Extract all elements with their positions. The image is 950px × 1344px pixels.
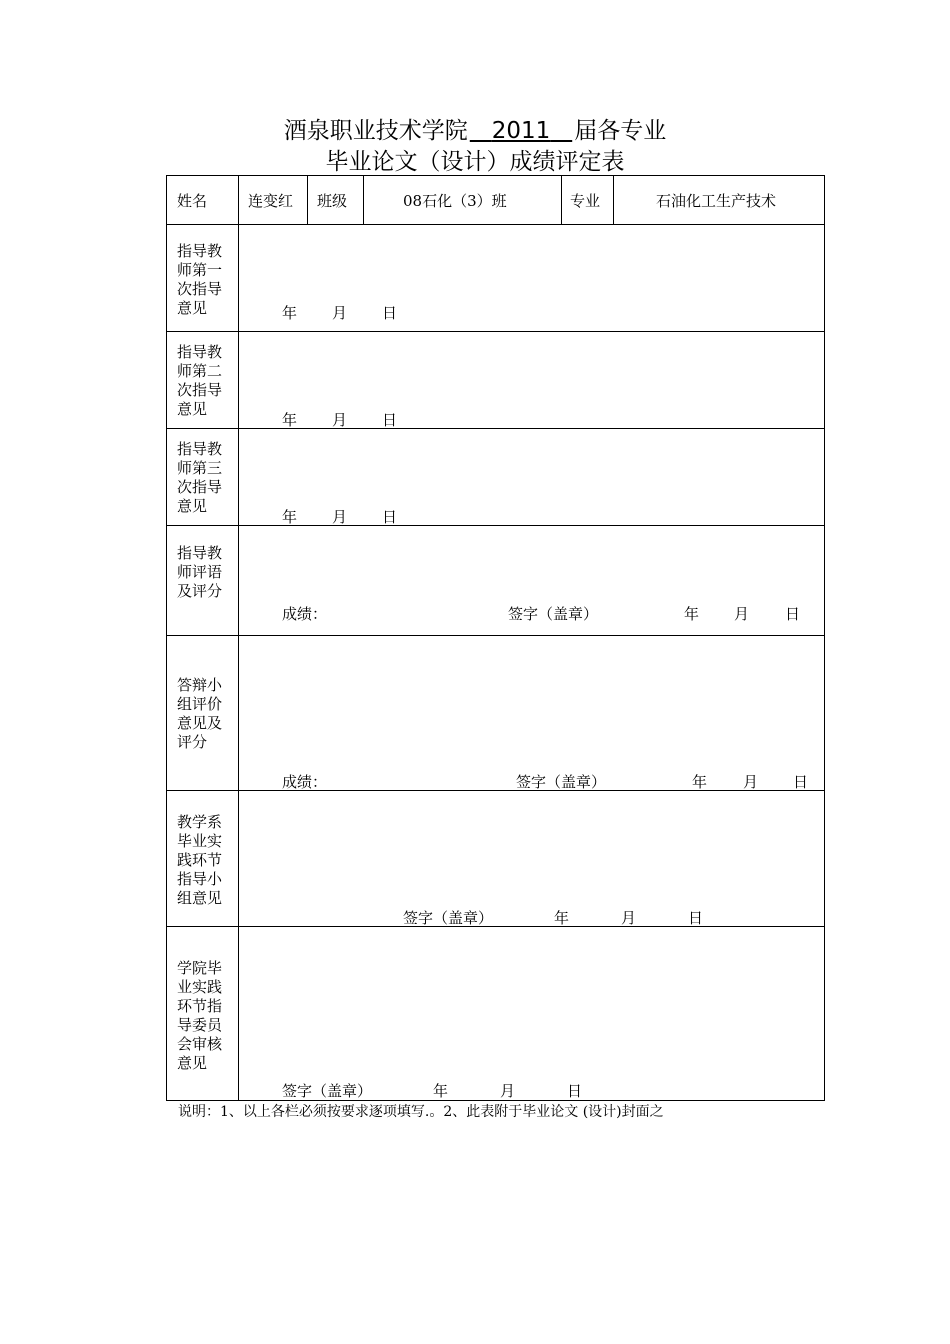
college-year: 年 [433, 1082, 449, 1100]
third-guidance-year: 年 [282, 508, 298, 526]
column-divider [363, 176, 364, 224]
second-guidance-label: 指导教师第二次指导意见 [177, 343, 223, 418]
title-prefix: 酒泉职业技术学院 [283, 118, 468, 144]
college-month: 月 [500, 1082, 516, 1100]
advisor-score-label: 成绩： [282, 605, 328, 623]
label-column-divider [238, 176, 239, 1100]
defense-group-label: 答辩小组评价意见及评分 [177, 676, 223, 751]
department-day: 日 [688, 909, 704, 927]
defense-year: 年 [692, 773, 708, 791]
title-suffix: 届各专业 [574, 118, 667, 144]
row-divider [167, 224, 824, 225]
row-divider [167, 331, 824, 332]
defense-month: 月 [743, 773, 759, 791]
first-guidance-month: 月 [332, 304, 348, 322]
second-guidance-year: 年 [282, 411, 298, 429]
department-sign-label: 签字（盖章） [403, 909, 494, 927]
document-title [0, 116, 950, 146]
row-divider [167, 525, 824, 526]
defense-day: 日 [793, 773, 809, 791]
defense-score-label: 成绩： [282, 773, 328, 791]
name-label: 姓名 [177, 192, 208, 210]
class-value[interactable]: 08石化（3）班 [403, 192, 507, 210]
row-divider [167, 428, 824, 429]
evaluation-form-table [166, 175, 825, 1101]
advisor-comment-label: 指导教师评语及评分 [177, 544, 223, 600]
department-group-label: 教学系毕业实践环节指导小组意见 [177, 813, 223, 907]
row-divider [167, 926, 824, 927]
college-committee-label: 学院毕业实践环节指导委员会审核意见 [177, 959, 223, 1072]
column-divider [307, 176, 308, 224]
department-month: 月 [621, 909, 637, 927]
major-label: 专业 [570, 192, 601, 210]
second-guidance-month: 月 [332, 411, 348, 429]
document-subtitle: 毕业论文（设计）成绩评定表 [325, 149, 625, 175]
third-guidance-label: 指导教师第三次指导意见 [177, 440, 223, 515]
title-year: 2011 [491, 118, 551, 144]
college-sign-label: 签字（盖章） [282, 1082, 373, 1100]
second-guidance-day: 日 [382, 411, 398, 429]
class-label: 班级 [317, 192, 348, 210]
advisor-sign-label: 签字（盖章） [508, 605, 599, 623]
row-divider [167, 635, 824, 636]
advisor-year: 年 [684, 605, 700, 623]
department-year: 年 [554, 909, 570, 927]
third-guidance-day: 日 [382, 508, 398, 526]
college-day: 日 [567, 1082, 583, 1100]
column-divider [561, 176, 562, 224]
first-guidance-year: 年 [282, 304, 298, 322]
row-divider [167, 790, 824, 791]
advisor-day: 日 [785, 605, 801, 623]
column-divider [613, 176, 614, 224]
footnote: 说明：1、以上各栏必须按要求逐项填写.。2、此表附于毕业论文 (设计)封面之 [178, 1104, 664, 1120]
third-guidance-month: 月 [332, 508, 348, 526]
advisor-month: 月 [734, 605, 750, 623]
defense-sign-label: 签字（盖章） [516, 773, 607, 791]
first-guidance-day: 日 [382, 304, 398, 322]
major-value[interactable]: 石油化工生产技术 [656, 192, 777, 210]
first-guidance-label: 指导教师第一次指导意见 [177, 242, 223, 317]
name-value[interactable]: 连变红 [248, 192, 294, 210]
